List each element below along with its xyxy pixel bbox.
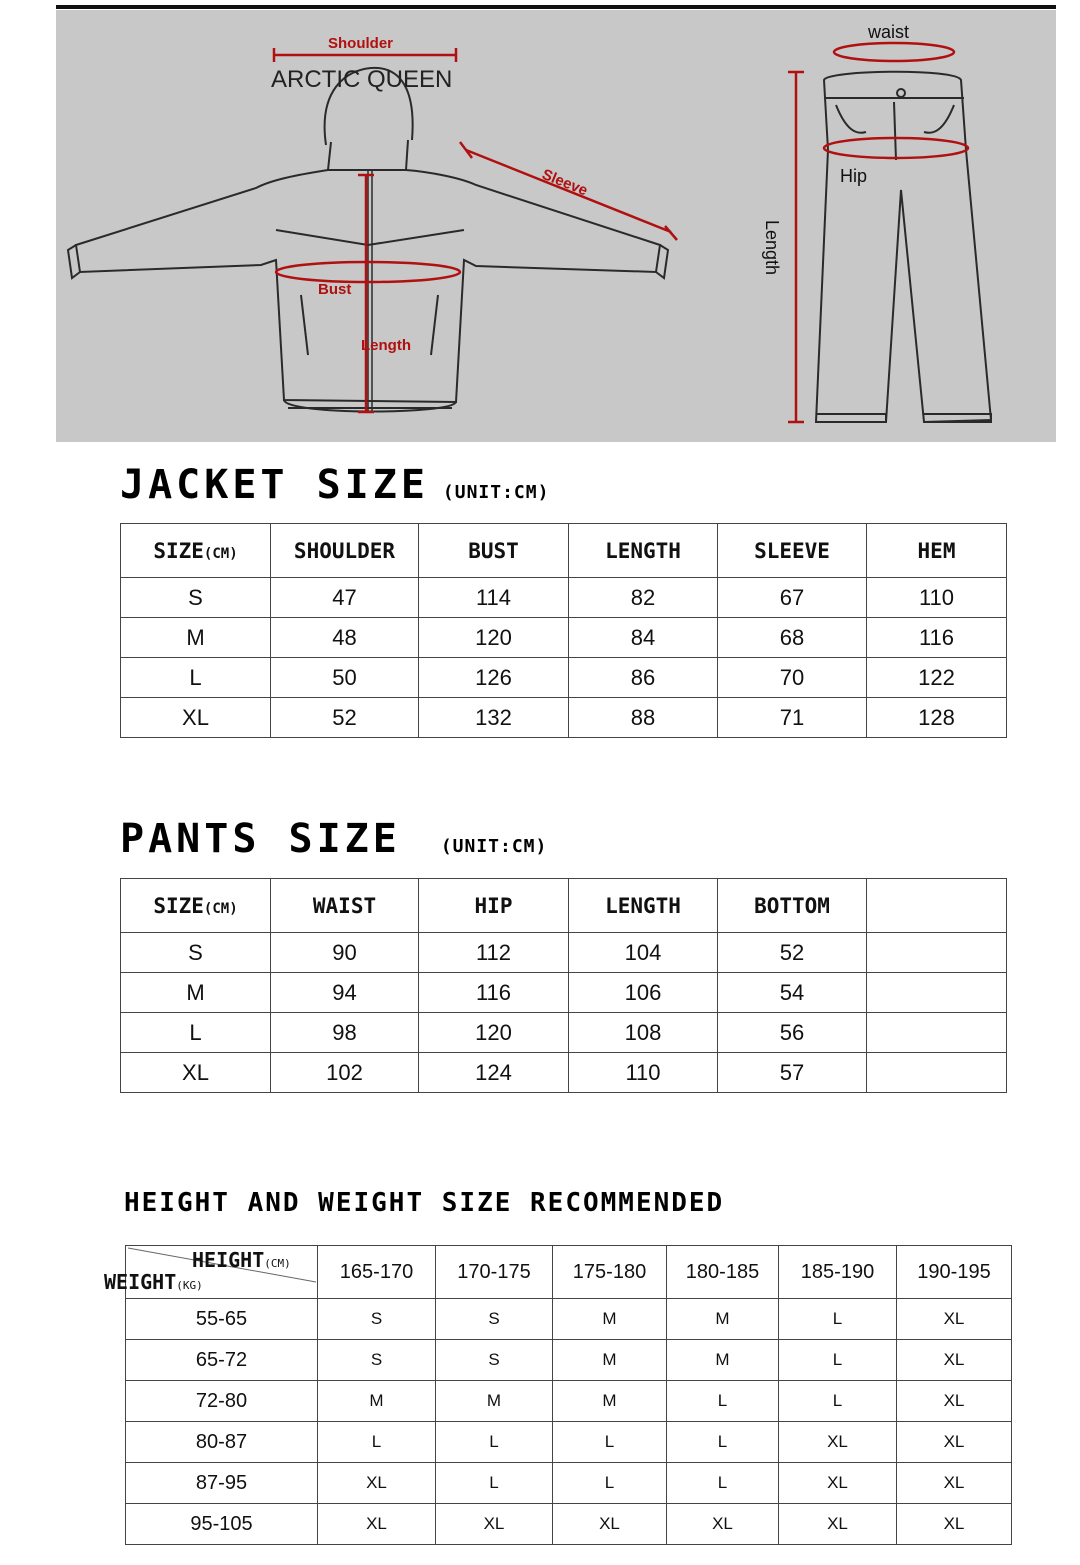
- value-cell: 126: [419, 658, 569, 698]
- garment-illustration: [56, 10, 1056, 442]
- height-range-header: 175-180: [553, 1246, 667, 1299]
- pants-length-label: Length: [762, 220, 782, 276]
- recommended-size-cell: L: [553, 1422, 667, 1463]
- shoulder-label: Shoulder: [328, 35, 394, 52]
- table-row: [126, 1463, 1012, 1504]
- value-cell: 48: [271, 618, 419, 658]
- height-range-header: 170-175: [436, 1246, 553, 1299]
- height-corner-label: HEIGHT(CM): [192, 1248, 291, 1272]
- jacket-size-table: [120, 523, 1007, 738]
- recommended-size-cell: S: [436, 1340, 553, 1381]
- recommended-size-cell: L: [667, 1422, 779, 1463]
- value-cell: 116: [419, 973, 569, 1013]
- recommended-size-cell: XL: [553, 1504, 667, 1545]
- recommended-size-cell: XL: [897, 1299, 1012, 1340]
- jacket-title-text: JACKET SIZE: [120, 462, 429, 508]
- empty-header: [867, 879, 1007, 933]
- size-cell: XL: [121, 698, 271, 738]
- waist-header: WAIST: [271, 879, 419, 933]
- table-row: [126, 1504, 1012, 1545]
- pants-title-text: PANTS SIZE: [120, 816, 401, 862]
- value-cell: 84: [569, 618, 718, 658]
- value-cell: [867, 1013, 1007, 1053]
- recommended-size-cell: XL: [897, 1422, 1012, 1463]
- shoulder-header: SHOULDER: [271, 524, 419, 578]
- recommended-size-cell: L: [779, 1340, 897, 1381]
- recommended-size-cell: L: [779, 1381, 897, 1422]
- waist-label: waist: [868, 22, 910, 42]
- pants-unit: (UNIT:CM): [440, 836, 548, 857]
- table-row: [121, 658, 1007, 698]
- value-cell: 122: [867, 658, 1007, 698]
- recommended-size-cell: XL: [897, 1463, 1012, 1504]
- recommended-size-cell: XL: [779, 1422, 897, 1463]
- hem-header: HEM: [867, 524, 1007, 578]
- weight-range-cell: 72-80: [126, 1381, 318, 1422]
- recommended-size-cell: XL: [779, 1463, 897, 1504]
- value-cell: 86: [569, 658, 718, 698]
- recommended-size-cell: M: [318, 1381, 436, 1422]
- recommended-size-cell: M: [553, 1381, 667, 1422]
- height-range-header: 165-170: [318, 1246, 436, 1299]
- recommended-size-cell: XL: [779, 1504, 897, 1545]
- recommended-size-cell: M: [667, 1340, 779, 1381]
- recommended-size-cell: M: [436, 1381, 553, 1422]
- measurement-diagram: [56, 10, 1056, 442]
- table-row: [121, 618, 1007, 658]
- table-header-row: [121, 879, 1007, 933]
- size-header: SIZE(CM): [121, 879, 271, 933]
- height-range-header: 190-195: [897, 1246, 1012, 1299]
- jacket-size-title: [120, 462, 549, 508]
- recommended-size-cell: M: [553, 1340, 667, 1381]
- pants-size-table: [120, 878, 1007, 1093]
- value-cell: 110: [867, 578, 1007, 618]
- value-cell: [867, 973, 1007, 1013]
- table-row: [126, 1299, 1012, 1340]
- recommended-size-cell: L: [436, 1463, 553, 1504]
- value-cell: 52: [718, 933, 867, 973]
- weight-range-cell: 65-72: [126, 1340, 318, 1381]
- value-cell: 52: [271, 698, 419, 738]
- brand-name: ARCTIC QUEEN: [271, 66, 453, 93]
- height-range-header: 180-185: [667, 1246, 779, 1299]
- recommended-size-cell: L: [436, 1422, 553, 1463]
- recommended-size-cell: XL: [897, 1381, 1012, 1422]
- bust-header: BUST: [419, 524, 569, 578]
- weight-range-cell: 80-87: [126, 1422, 318, 1463]
- table-row: [126, 1381, 1012, 1422]
- value-cell: 67: [718, 578, 867, 618]
- value-cell: 106: [569, 973, 718, 1013]
- recommended-size-cell: M: [667, 1299, 779, 1340]
- recommended-size-cell: XL: [318, 1463, 436, 1504]
- recommend-title: HEIGHT AND WEIGHT SIZE RECOMMENDED: [124, 1188, 725, 1218]
- table-row: [121, 578, 1007, 618]
- recommended-size-cell: XL: [318, 1504, 436, 1545]
- recommended-size-cell: M: [553, 1299, 667, 1340]
- table-row: [121, 1053, 1007, 1093]
- top-rule: [56, 5, 1056, 9]
- table-row: [121, 1013, 1007, 1053]
- size-cell: L: [121, 1013, 271, 1053]
- recommended-size-cell: S: [318, 1340, 436, 1381]
- value-cell: 104: [569, 933, 718, 973]
- table-row: [121, 973, 1007, 1013]
- value-cell: 110: [569, 1053, 718, 1093]
- value-cell: 114: [419, 578, 569, 618]
- value-cell: [867, 1053, 1007, 1093]
- value-cell: 57: [718, 1053, 867, 1093]
- sleeve-label: Sleeve: [539, 165, 590, 200]
- value-cell: 70: [718, 658, 867, 698]
- value-cell: 50: [271, 658, 419, 698]
- size-cell: S: [121, 933, 271, 973]
- table-row: [126, 1422, 1012, 1463]
- recommended-size-cell: L: [667, 1463, 779, 1504]
- jacket-length-label: Length: [361, 337, 411, 354]
- recommended-size-cell: S: [318, 1299, 436, 1340]
- value-cell: 128: [867, 698, 1007, 738]
- recommended-size-cell: L: [318, 1422, 436, 1463]
- size-cell: XL: [121, 1053, 271, 1093]
- weight-corner-label: WEIGHT(KG): [104, 1270, 203, 1294]
- size-cell: M: [121, 618, 271, 658]
- value-cell: 54: [718, 973, 867, 1013]
- value-cell: 116: [867, 618, 1007, 658]
- height-weight-table: [104, 1245, 1012, 1545]
- value-cell: 132: [419, 698, 569, 738]
- size-cell: S: [121, 578, 271, 618]
- height-range-header: 185-190: [779, 1246, 897, 1299]
- value-cell: 88: [569, 698, 718, 738]
- table-header-row: [121, 524, 1007, 578]
- weight-range-cell: 95-105: [126, 1504, 318, 1545]
- hip-header: HIP: [419, 879, 569, 933]
- value-cell: 90: [271, 933, 419, 973]
- recommended-size-cell: L: [553, 1463, 667, 1504]
- size-cell: L: [121, 658, 271, 698]
- value-cell: [867, 933, 1007, 973]
- table-row: [121, 698, 1007, 738]
- length-header: LENGTH: [569, 524, 718, 578]
- recommended-size-cell: L: [667, 1381, 779, 1422]
- hip-label: Hip: [840, 166, 868, 186]
- recommended-size-cell: XL: [897, 1504, 1012, 1545]
- value-cell: 108: [569, 1013, 718, 1053]
- sleeve-header: SLEEVE: [718, 524, 867, 578]
- value-cell: 82: [569, 578, 718, 618]
- value-cell: 56: [718, 1013, 867, 1053]
- jacket-drawing: [68, 68, 668, 412]
- jacket-unit: (UNIT:CM): [442, 482, 550, 503]
- weight-range-cell: 87-95: [126, 1463, 318, 1504]
- recommended-size-cell: XL: [667, 1504, 779, 1545]
- bust-label: Bust: [318, 281, 352, 298]
- size-header: SIZE(CM): [121, 524, 271, 578]
- corner-header: [104, 1246, 318, 1299]
- recommended-size-cell: S: [436, 1299, 553, 1340]
- value-cell: 120: [419, 1013, 569, 1053]
- value-cell: 98: [271, 1013, 419, 1053]
- value-cell: 71: [718, 698, 867, 738]
- weight-range-cell: 55-65: [126, 1299, 318, 1340]
- value-cell: 47: [271, 578, 419, 618]
- pants-size-title: [120, 816, 547, 862]
- bottom-header: BOTTOM: [718, 879, 867, 933]
- value-cell: 102: [271, 1053, 419, 1093]
- table-header-row: [126, 1246, 1012, 1299]
- table-row: [121, 933, 1007, 973]
- value-cell: 124: [419, 1053, 569, 1093]
- length-header: LENGTH: [569, 879, 718, 933]
- value-cell: 94: [271, 973, 419, 1013]
- recommended-size-cell: L: [779, 1299, 897, 1340]
- recommended-size-cell: XL: [897, 1340, 1012, 1381]
- value-cell: 120: [419, 618, 569, 658]
- table-row: [126, 1340, 1012, 1381]
- value-cell: 112: [419, 933, 569, 973]
- size-cell: M: [121, 973, 271, 1013]
- value-cell: 68: [718, 618, 867, 658]
- recommended-size-cell: XL: [436, 1504, 553, 1545]
- pants-drawing: [816, 72, 991, 422]
